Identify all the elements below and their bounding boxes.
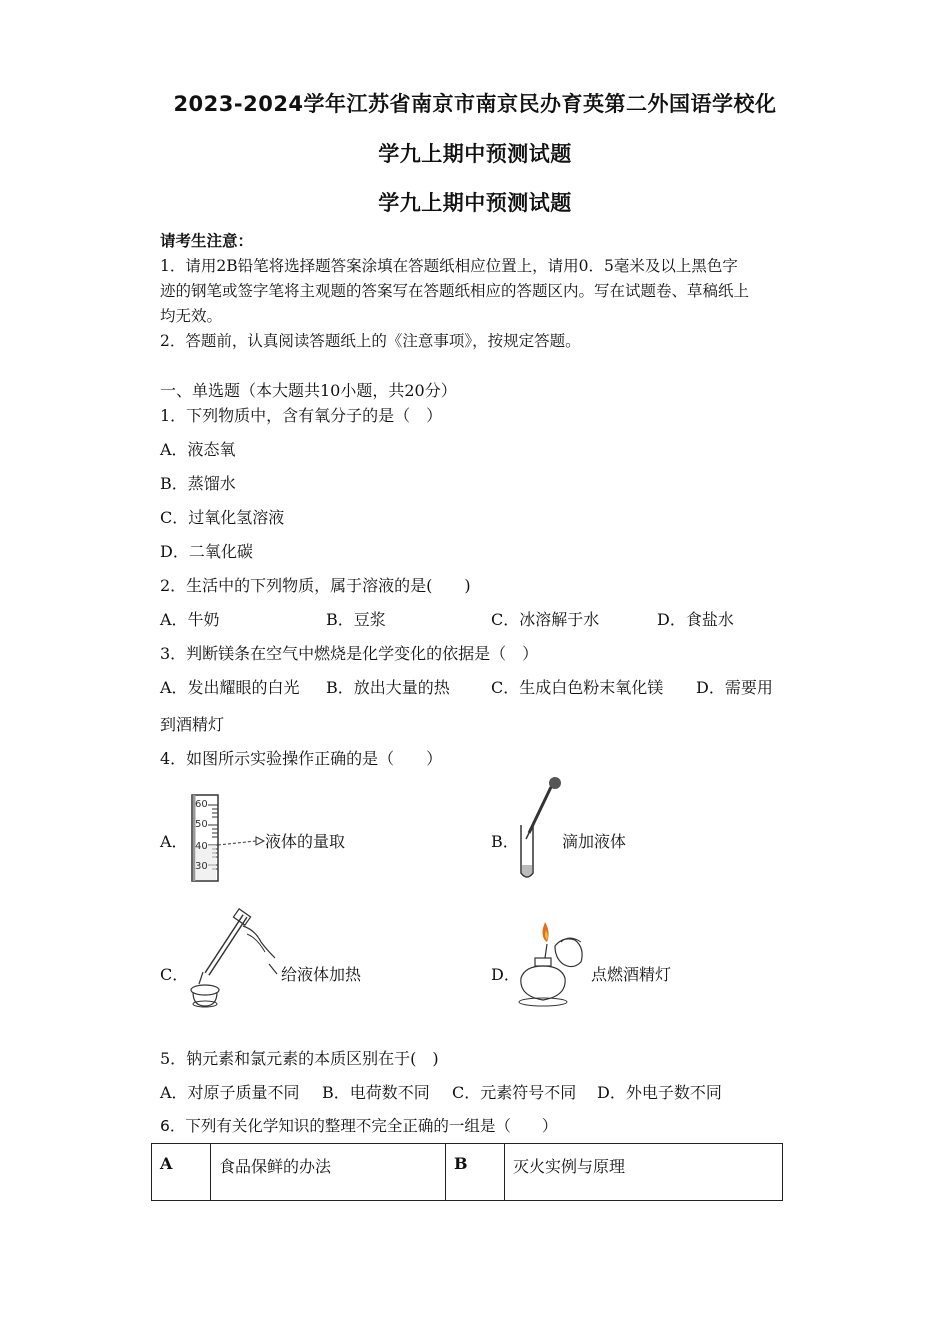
q5-option-c: C．元素符号不同 — [452, 1083, 577, 1102]
q1-option-c: C．过氧化氢溶液 — [160, 508, 285, 527]
q1-option-b: B．蒸馏水 — [160, 474, 236, 493]
dropper-test-tube-figure — [515, 775, 565, 883]
tick-label: 60 — [195, 799, 208, 810]
q4-option-a-text: 液体的量取 — [265, 832, 346, 851]
q3-option-c: C．生成白色粉末氧化镁 — [491, 678, 664, 697]
table-cell: 灭火实例与原理 — [505, 1144, 783, 1201]
q3-option-a: A．发出耀眼的白光 — [160, 678, 300, 697]
q3-option-d: D．需要用 — [696, 678, 773, 697]
table-row — [152, 1144, 783, 1201]
table-cell: A — [152, 1144, 211, 1201]
q6-table — [151, 1143, 783, 1201]
notice-line-1: 1．请用2B铅笔将选择题答案涂填在答题纸相应位置上，请用0．5毫米及以上黑色字 — [160, 257, 738, 275]
table-cell: 食品保鲜的办法 — [211, 1144, 446, 1201]
q5-option-d: D．外电子数不同 — [597, 1083, 722, 1102]
q1-option-a: A．液态氧 — [160, 440, 236, 459]
q4-option-b-text: 滴加液体 — [562, 832, 627, 851]
q5-option-a: A．对原子质量不同 — [160, 1083, 300, 1102]
q4-option-a-label: A． — [160, 832, 188, 851]
q4-option-d-text: 点燃酒精灯 — [591, 965, 672, 984]
q2-stem: 2．生活中的下列物质，属于溶液的是( ) — [160, 576, 471, 595]
table-cell: B — [446, 1144, 505, 1201]
tick-label: 40 — [195, 841, 208, 852]
q3-stem: 3．判断镁条在空气中燃烧是化学变化的依据是（ ） — [160, 644, 539, 663]
q4-option-c-label: C． — [160, 965, 189, 984]
q3-option-d-cont: 到酒精灯 — [160, 715, 225, 734]
section-heading: 一、单选题（本大题共10小题，共20分） — [160, 381, 457, 400]
q2-option-d: D．食盐水 — [657, 610, 734, 629]
tick-label: 30 — [195, 861, 208, 872]
q2-option-c: C．冰溶解于水 — [491, 610, 600, 629]
q5-option-b: B．电荷数不同 — [322, 1083, 430, 1102]
q4-option-d-label: D． — [491, 965, 520, 984]
alcohol-lamp-figure — [515, 918, 593, 1010]
heating-liquid-figure — [185, 908, 281, 1010]
q1-option-d: D．二氧化碳 — [160, 542, 253, 561]
q2-option-b: B．豆浆 — [326, 610, 386, 629]
notice-line-2: 迹的钢笔或签字笔将主观题的答案写在答题纸相应的答题区内。写在试题卷、草稿纸上 — [160, 282, 750, 300]
q5-stem: 5．钠元素和氯元素的本质区别在于( ) — [160, 1049, 439, 1068]
measuring-cylinder-figure — [186, 793, 268, 883]
q2-option-a: A．牛奶 — [160, 610, 220, 629]
tick-label: 50 — [195, 819, 208, 830]
page-subtitle-repeat: 学九上期中预测试题 — [378, 191, 572, 215]
q3-option-b: B．放出大量的热 — [326, 678, 450, 697]
q1-stem: 1．下列物质中，含有氧分子的是（ ） — [160, 406, 443, 425]
notice-heading: 请考生注意： — [160, 231, 254, 250]
q4-stem: 4．如图所示实验操作正确的是（ ） — [160, 749, 443, 768]
q4-option-c-text: 给液体加热 — [281, 965, 362, 984]
q6-stem: 6．下列有关化学知识的整理不完全正确的一组是（ ） — [160, 1117, 558, 1135]
page-subtitle: 学九上期中预测试题 — [378, 142, 572, 166]
page-title: 2023-2024学年江苏省南京市南京民办育英第二外国语学校化 — [173, 92, 777, 116]
q4-option-b-label: B． — [491, 832, 519, 851]
notice-line-3: 均无效。 — [160, 307, 223, 325]
notice-line-4: 2．答题前，认真阅读答题纸上的《注意事项》，按规定答题。 — [160, 332, 581, 350]
